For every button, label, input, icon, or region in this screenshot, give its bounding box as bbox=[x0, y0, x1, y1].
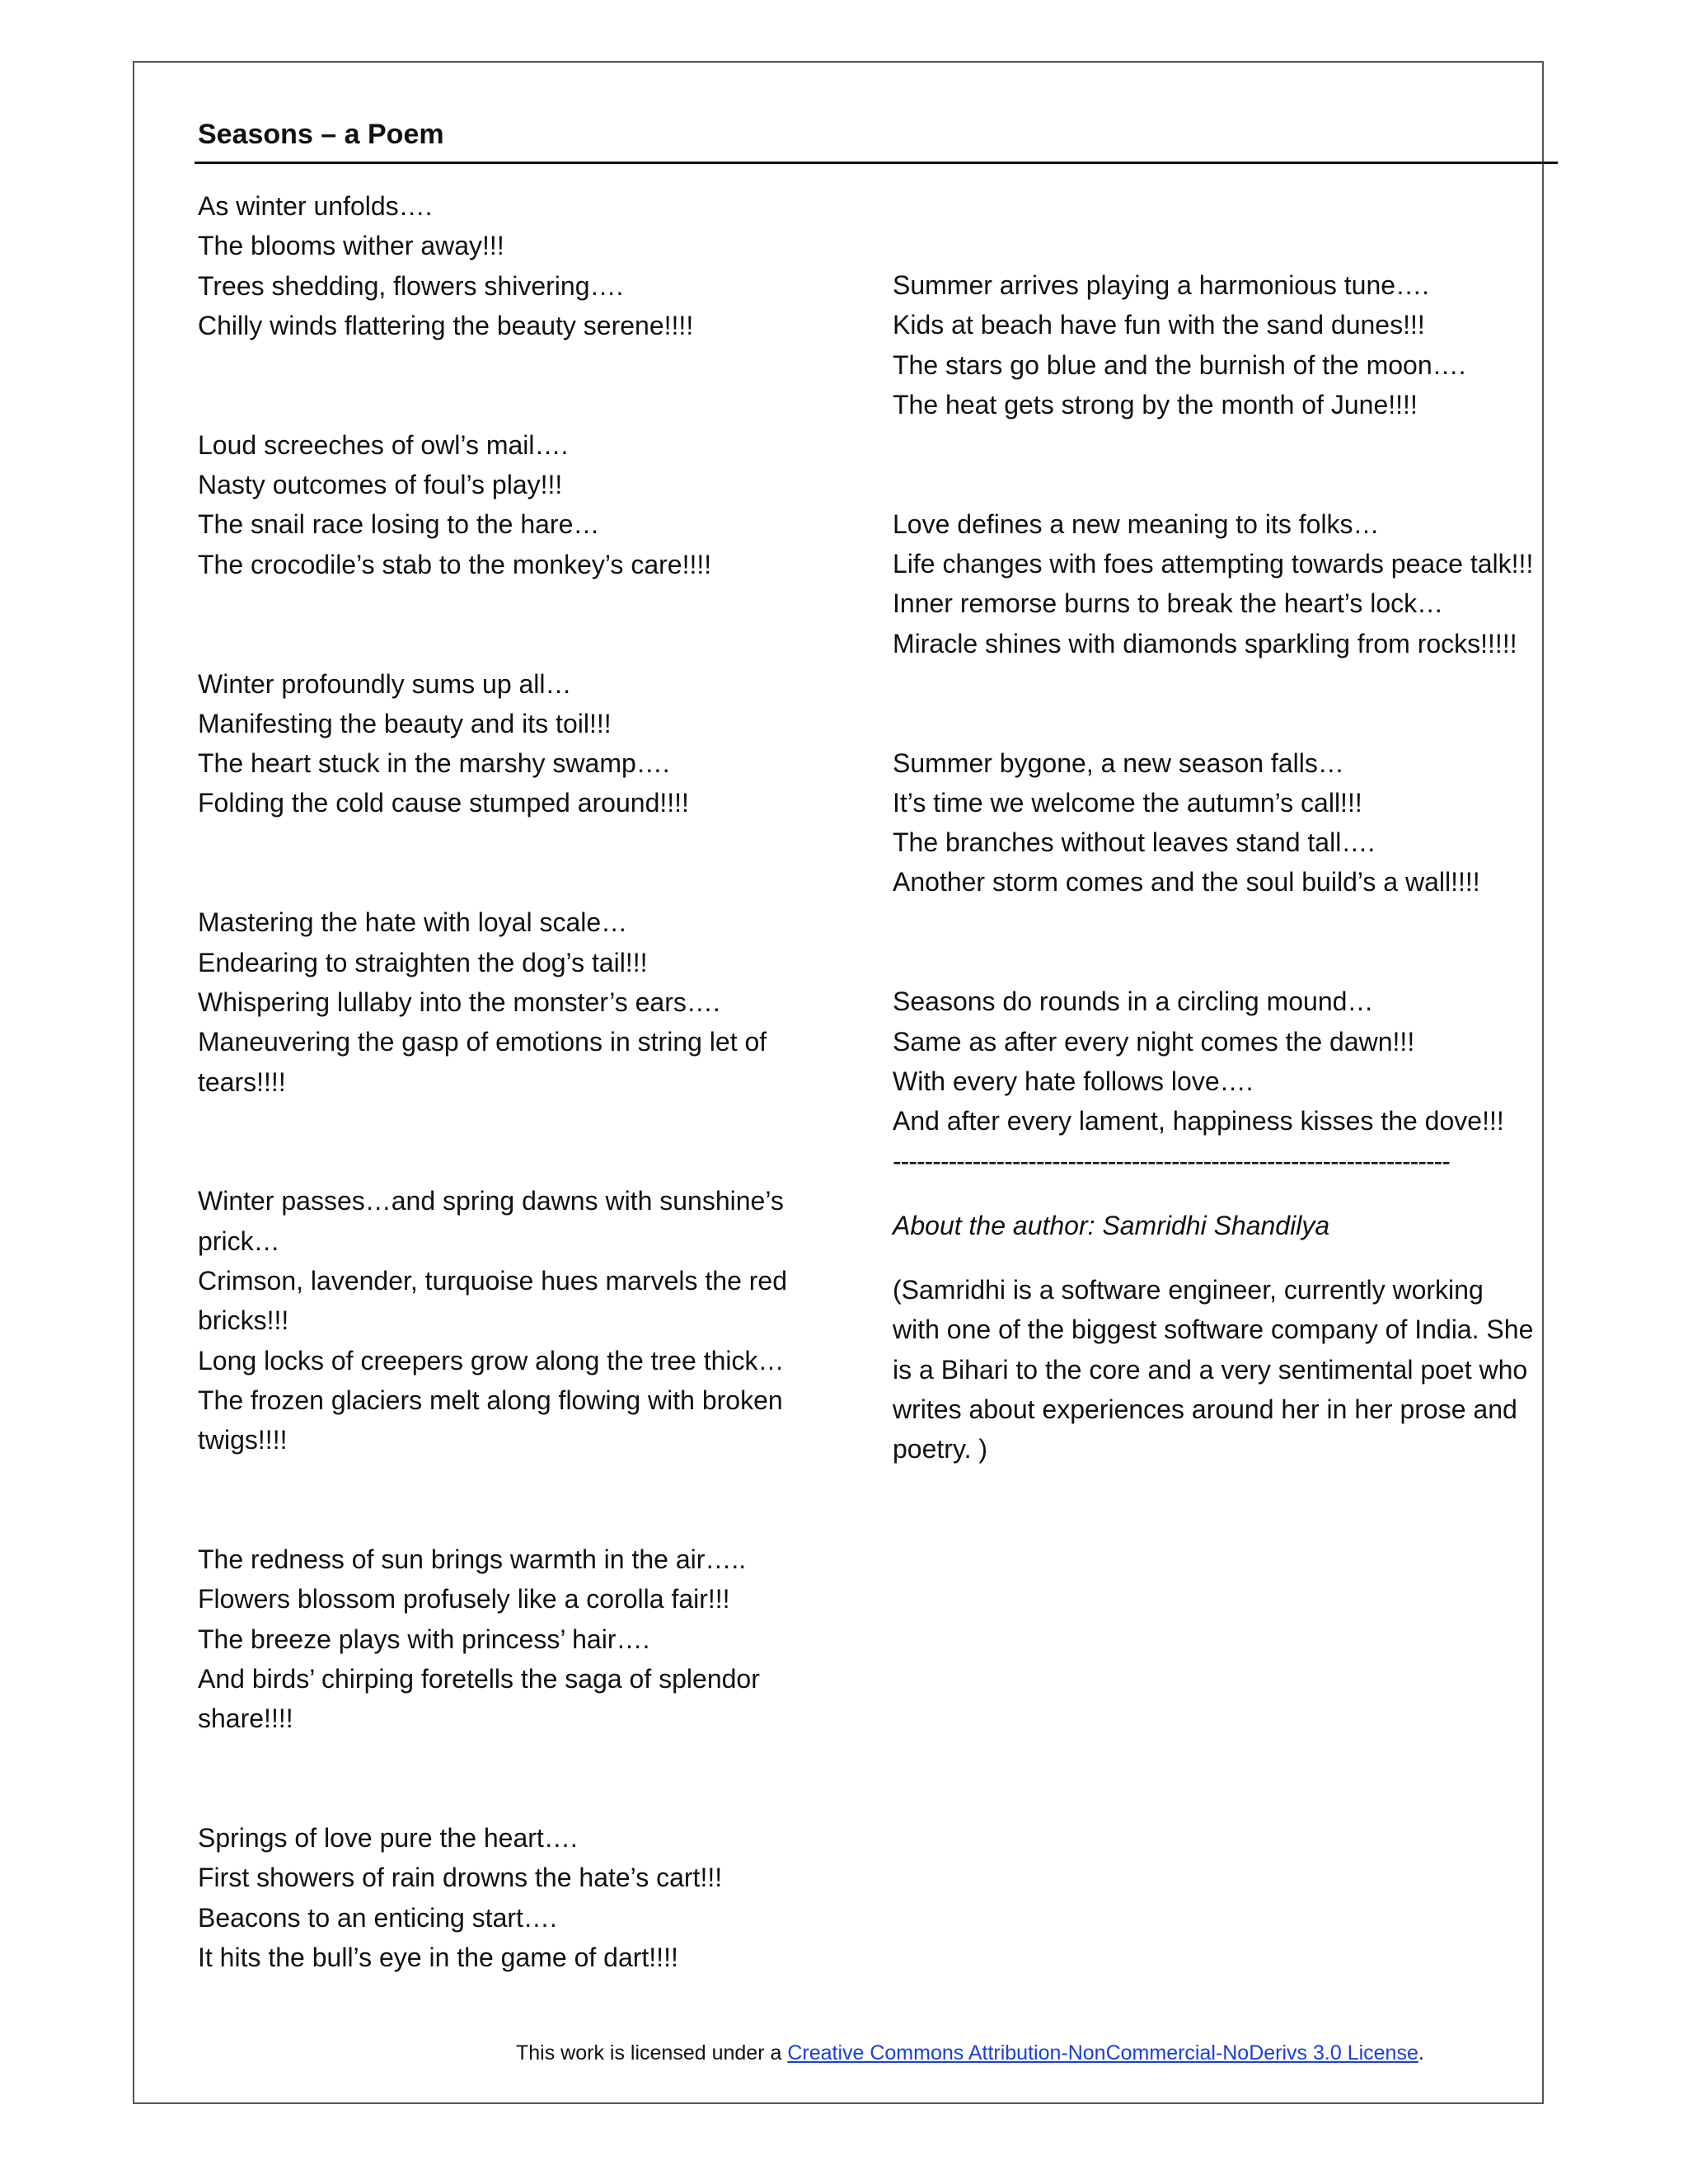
poem-line: It hits the bull’s eye in the game of dart!!!! bbox=[198, 1943, 678, 1973]
poem-line: As winter unfolds…. bbox=[198, 191, 433, 221]
poem-line: And birds’ chirping foretells the saga of splendor share!!!! bbox=[198, 1663, 760, 1734]
author-bio: (Samridhi is a software engineer, currently working with one of the biggest software company of India. She is a Bihari to the core and a very sentimental poet who writes about experiences around her in her prose and poetry. ) bbox=[893, 1275, 1534, 1465]
poem-line: Summer bygone, a new season falls… bbox=[893, 748, 1344, 778]
poem-line: It’s time we welcome the autumn’s call!!! bbox=[893, 787, 1362, 818]
poem-line: The crocodile’s stab to the monkey’s care!!!! bbox=[198, 549, 712, 579]
poem-line: The redness of sun brings warmth in the air….. bbox=[198, 1544, 747, 1575]
poem-line: Springs of love pure the heart…. bbox=[198, 1823, 578, 1854]
poem-line: Winter profoundly sums up all… bbox=[198, 668, 572, 699]
poem-line: Inner remorse burns to break the heart’s lock… bbox=[893, 588, 1444, 619]
poem-line: Beacons to an enticing start…. bbox=[198, 1902, 557, 1933]
poem-line: The frozen glaciers melt along flowing with broken twigs!!!! bbox=[198, 1385, 783, 1455]
license-footer bbox=[516, 2039, 1424, 2067]
poem-line: Loud screeches of owl’s mail…. bbox=[198, 429, 569, 460]
poem-stanza bbox=[198, 1818, 799, 1977]
poem-line: Nasty outcomes of foul’s play!!! bbox=[198, 470, 563, 500]
poem-line: First showers of rain drowns the hate’s cart!!! bbox=[198, 1863, 723, 1893]
poem-stanza bbox=[198, 664, 799, 823]
stanza-gap bbox=[198, 823, 799, 903]
poem-line: Flowers blossom profusely like a corolla fair!!! bbox=[198, 1584, 730, 1615]
poem-stanza bbox=[198, 1540, 799, 1738]
poem-line: The heart stuck in the marshy swamp…. bbox=[198, 748, 670, 779]
poem-line: Love defines a new meaning to its folks… bbox=[893, 509, 1380, 539]
poem-line: The breeze plays with princess’ hair…. bbox=[198, 1624, 650, 1654]
poem-line: With every hate follows love…. bbox=[893, 1066, 1254, 1096]
stanza-gap bbox=[198, 584, 799, 664]
poem-stanza bbox=[198, 1181, 799, 1460]
poem-line: Winter passes…and spring dawns with sunshine’s prick… bbox=[198, 1186, 784, 1256]
poem-line: Kids at beach have fun with the sand dunes!!! bbox=[893, 310, 1425, 340]
poem-right-column bbox=[893, 265, 1536, 1469]
poem-line: Whispering lullaby into the monster’s ears…. bbox=[198, 987, 720, 1017]
poem-line: Manifesting the beauty and its toil!!! bbox=[198, 708, 612, 738]
poem-line: The blooms wither away!!! bbox=[198, 231, 504, 261]
poem-line: The stars go blue and the burnish of the moon…. bbox=[893, 349, 1466, 380]
stanza-gap bbox=[198, 1739, 799, 1819]
poem-line: And after every lament, happiness kisses the dove!!! bbox=[893, 1106, 1504, 1137]
right-stanza-group bbox=[893, 265, 1536, 1141]
poem-line: The heat gets strong by the month of June!!!! bbox=[893, 389, 1418, 419]
poem-line: Summer arrives playing a harmonious tune…. bbox=[893, 270, 1429, 300]
poem-line: The snail race losing to the hare… bbox=[198, 509, 600, 540]
license-suffix: . bbox=[1418, 2041, 1424, 2064]
stanza-gap bbox=[893, 902, 1536, 982]
poem-stanza bbox=[198, 186, 799, 345]
stanza-gap bbox=[198, 345, 799, 425]
poem-line: Maneuvering the gasp of emotions in string let of tears!!!! bbox=[198, 1027, 767, 1097]
author-heading: About the author: Samridhi Shandilya bbox=[893, 1210, 1330, 1240]
poem-stanza bbox=[893, 265, 1536, 424]
poem-stanza bbox=[893, 982, 1536, 1141]
poem-line: The branches without leaves stand tall…. bbox=[893, 827, 1376, 858]
license-prefix: This work is licensed under a bbox=[516, 2041, 788, 2064]
stanza-gap bbox=[198, 1460, 799, 1540]
poem-stanza bbox=[198, 425, 799, 584]
page-title: Seasons – a Poem bbox=[198, 119, 444, 150]
poem-line: Folding the cold cause stumped around!!!! bbox=[198, 788, 689, 818]
poem-stanza bbox=[198, 902, 799, 1101]
dashed-divider: ---------------------------------------------------------------------- bbox=[893, 1146, 1450, 1176]
license-link[interactable]: Creative Commons Attribution-NonCommercial-NoDerivs 3.0 License bbox=[787, 2041, 1418, 2064]
poem-left-column bbox=[198, 186, 799, 1977]
poem-line: Mastering the hate with loyal scale… bbox=[198, 907, 628, 938]
poem-line: Life changes with foes attempting towards peace talk!!! bbox=[893, 549, 1534, 579]
poem-line: Another storm comes and the soul build’s a wall!!!! bbox=[893, 867, 1480, 898]
poem-line: Crimson, lavender, turquoise hues marvels the red bricks!!! bbox=[198, 1266, 788, 1336]
poem-line: Trees shedding, flowers shivering…. bbox=[198, 270, 624, 301]
poem-stanza bbox=[893, 743, 1536, 902]
poem-line: Chilly winds flattering the beauty serene!!!! bbox=[198, 310, 694, 340]
stanza-gap bbox=[893, 424, 1536, 504]
poem-line: Endearing to straighten the dog’s tail!!! bbox=[198, 947, 648, 977]
poem-stanza bbox=[893, 504, 1536, 663]
poem-line: Miracle shines with diamonds sparkling from rocks!!!!! bbox=[893, 628, 1517, 658]
poem-line: Long locks of creepers grow along the tree thick… bbox=[198, 1345, 785, 1376]
title-underline-divider bbox=[195, 162, 1558, 164]
poem-line: Seasons do rounds in a circling mound… bbox=[893, 987, 1374, 1017]
stanza-gap bbox=[198, 1102, 799, 1182]
stanza-gap bbox=[893, 663, 1536, 743]
poem-line: Same as after every night comes the dawn!!! bbox=[893, 1026, 1415, 1057]
